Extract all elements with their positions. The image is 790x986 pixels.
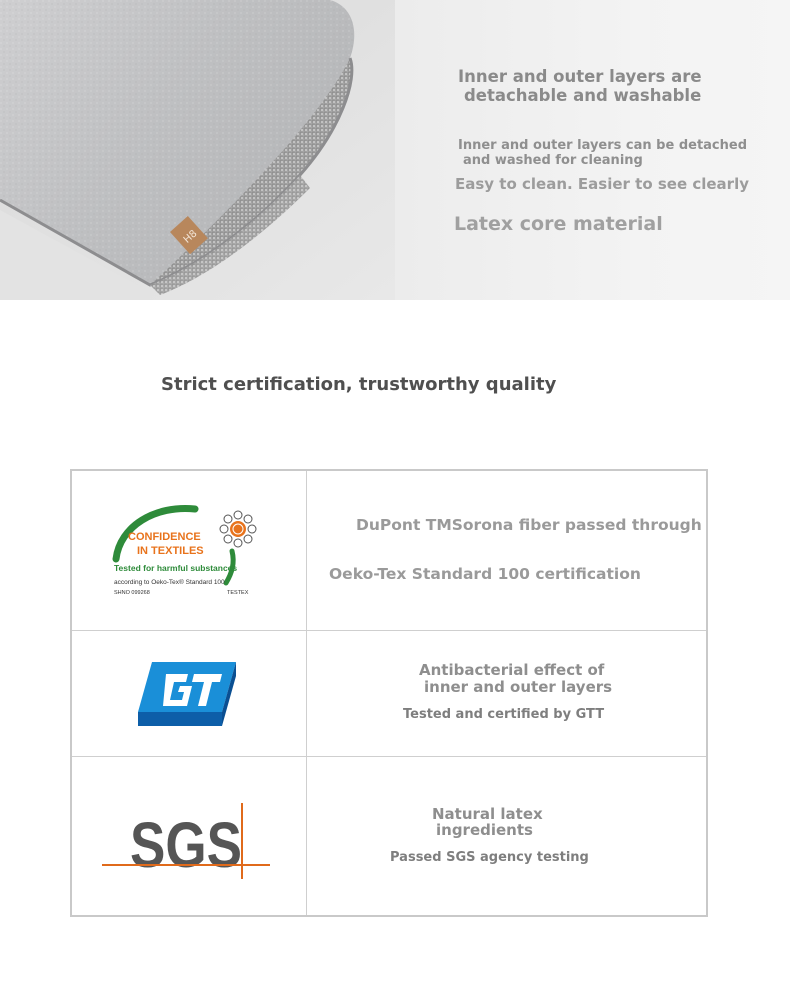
oeko-line3: Tested for harmful substances bbox=[114, 563, 238, 573]
hero-title bbox=[458, 67, 702, 105]
hero-title-line2: detachable and washable bbox=[464, 86, 702, 105]
oeko-line1: CONFIDENCE bbox=[128, 531, 201, 543]
cert1-line2: Oeko-Tex Standard 100 certification bbox=[329, 565, 641, 583]
cert2-line1: Antibacterial effect of bbox=[419, 661, 605, 679]
oeko-line2: IN TEXTILES bbox=[137, 545, 204, 557]
pillow-tag-text: H8 bbox=[181, 228, 200, 246]
flower-icon bbox=[220, 511, 256, 547]
row-divider bbox=[72, 756, 706, 757]
section-title: Strict certification, trustworthy quality bbox=[161, 374, 557, 395]
gtt-logo bbox=[138, 660, 238, 728]
cert3-line3: Passed SGS agency testing bbox=[390, 850, 589, 865]
cert1-line1: DuPont TMSorona fiber passed through bbox=[356, 516, 702, 534]
column-divider bbox=[306, 471, 307, 915]
hero-easy-clean: Easy to clean. Easier to see clearly bbox=[455, 175, 749, 193]
cert3-line1: Natural latex bbox=[432, 805, 543, 823]
sgs-text: SGS bbox=[130, 809, 242, 881]
certification-table bbox=[70, 469, 708, 917]
cert2-line2: inner and outer layers bbox=[424, 678, 613, 696]
hero-latex-core: Latex core material bbox=[454, 213, 663, 235]
hero-sub-line1: Inner and outer layers can be detached bbox=[458, 138, 748, 153]
oeko-code: SHNO 099268 bbox=[114, 590, 150, 596]
sgs-logo bbox=[100, 801, 272, 881]
hero-sub-line2: and washed for cleaning bbox=[463, 153, 643, 168]
oeko-line4: according to Oeko-Tex® Standard 100 bbox=[114, 579, 225, 586]
row-divider bbox=[72, 630, 706, 631]
hero-title-line1: Inner and outer layers are bbox=[458, 67, 702, 86]
oeko-lab: TESTEX bbox=[227, 590, 249, 596]
cert3-line2: ingredients bbox=[436, 821, 533, 839]
hero-subtitle bbox=[458, 138, 747, 168]
oeko-tex-logo bbox=[110, 501, 270, 601]
cert2-line3: Tested and certified by GTT bbox=[403, 707, 605, 722]
pillow-image bbox=[0, 0, 395, 300]
